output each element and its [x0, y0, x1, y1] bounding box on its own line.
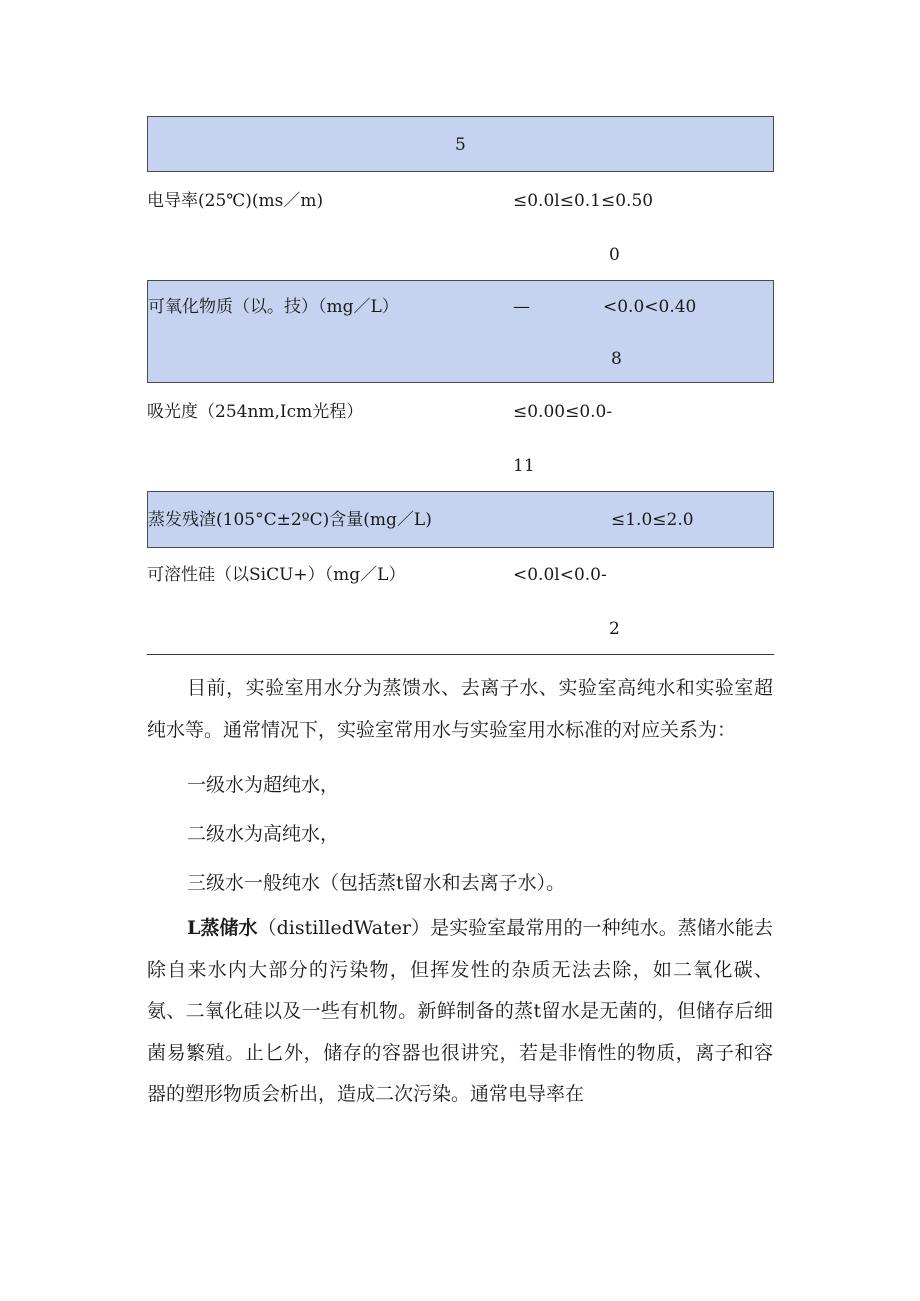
silicon-label: 可溶性硅（以SiCU+）（mg／L）: [147, 565, 406, 585]
distilled-water-heading: L蒸储水: [187, 917, 258, 939]
oxidizable-values: <0.0<0.40: [603, 297, 697, 317]
conductivity-label: 电导率(25℃)(ms／m): [147, 191, 324, 211]
paragraph-distilled-water: [147, 908, 773, 1116]
conductivity-values-cont: 0: [609, 245, 620, 265]
line-grade-one: 一级水为超纯水，: [187, 774, 340, 796]
oxidizable-label: 可氧化物质（以。技）（mg／L）: [148, 297, 399, 317]
line-grade-two: 二级水为高纯水，: [187, 823, 340, 845]
table-bottom-rule: [147, 654, 774, 655]
table-row-top: [147, 116, 774, 172]
silicon-values-cont: 2: [609, 619, 620, 639]
residue-values: ≤1.0≤2.0: [611, 510, 694, 530]
absorbance-values: ≤0.00≤0.0-: [513, 402, 613, 422]
line-grade-three: 三级水一般纯水（包括蒸t留水和去离子水）。: [187, 872, 566, 894]
residue-label: 蒸发残渣(105°C±2ºC)含量(mg／L): [148, 510, 432, 530]
silicon-values: <0.0l<0.0-: [513, 565, 607, 585]
absorbance-label: 吸光度（254nm,Icm光程）: [147, 402, 364, 422]
distilled-water-text: （distilledWater）是实验室最常用的一种纯水。蒸储水能去除自来水内大部分的污染物，但挥发性的杂质无法去除，如二氧化碳、氨、二氧化硅以及一些有机物。新鲜制备的蒸t留水是无菌的，但储存后细菌易繁殖。止匕外，储存的容器也很讲究，若是非惰性的物质，离子和容器的塑形物质会析出，造成二次污染。通常电导率在: [147, 917, 773, 1105]
oxidizable-dash: —: [513, 297, 530, 317]
table-row-oxidizable: [147, 280, 774, 383]
oxidizable-values-cont: 8: [611, 349, 622, 369]
conductivity-values: ≤0.0l≤0.1≤0.50: [513, 191, 654, 211]
table-row-residue: [147, 491, 774, 548]
paragraph-intro: 目前，实验室用水分为蒸馈水、去离子水、实验室高纯水和实验室超纯水等。通常情况下，实验室常用水与实验室用水标准的对应关系为：: [147, 677, 773, 741]
absorbance-values-cont: 11: [513, 456, 535, 476]
row-top-value: 5: [455, 135, 466, 155]
